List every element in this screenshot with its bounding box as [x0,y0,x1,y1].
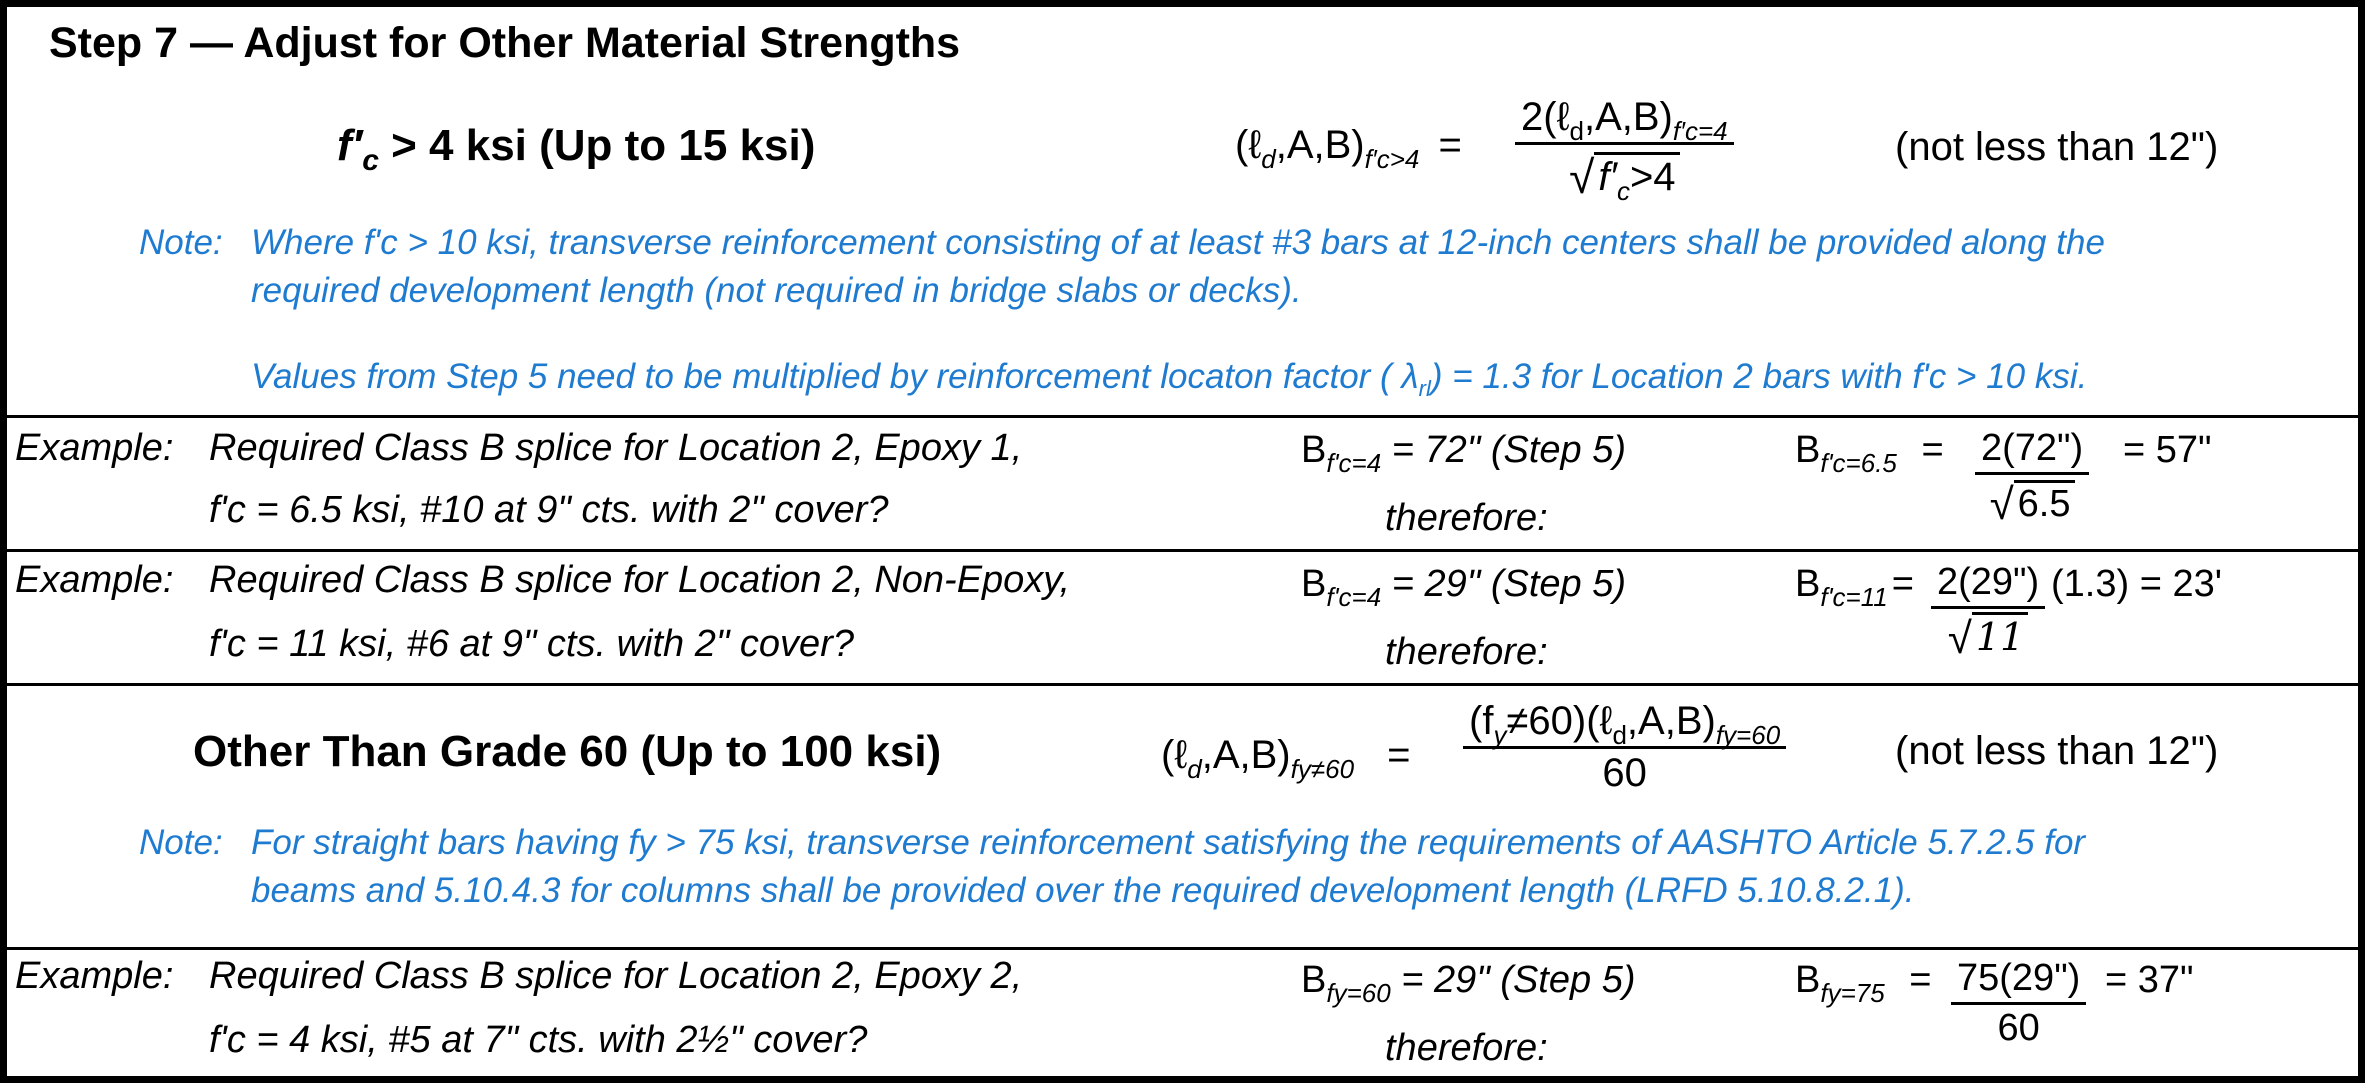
example3-result-fraction: $\frac{75(29")}{60}$ [1951,957,2086,1050]
example2-given: $B_{f'c=4} = 29$" (Step 5) [1301,563,1626,612]
fc-note-label: Note: [139,223,223,262]
example2-result-lhs: $B_{f'c=11}$ = [1795,563,1914,612]
grade-note-line1: For straight bars having fy > 75 ksi, transverse reinforcement satisfying the requirements of AASHTO Article 5.7.2.5 for [251,823,2086,862]
grade-heading: Other Than Grade 60 (Up to 100 ksi) [193,727,942,776]
example3-result-lhs: $B_{fy=75}$ = [1795,959,1932,1008]
fc-equation-minimum-note: (not less than 12") [1895,125,2219,169]
grade-note-line2: beams and 5.10.4.3 for columns shall be provided over the required development length (LRFD 5.10.8.2.1). [251,871,1915,910]
grade-equation-lhs: $(\ell_d,A,B)_{fy\ne 60}$ = [1161,733,1411,784]
grade-equation-minimum-note: (not less than 12") [1895,729,2219,773]
fc-note-line2: required development length (not required in bridge slabs or decks). [251,271,1302,310]
example3-line2: f'c = 4 ksi, #5 at 7" cts. with 2½" cover? [209,1019,868,1061]
example3-given: $B_{fy=60} = 29$" (Step 5) [1301,959,1636,1008]
example1-line2: f'c = 6.5 ksi, #10 at 9" cts. with 2" cover? [209,489,889,531]
divider-1 [7,415,2358,418]
grade-note-label: Note: [139,823,223,862]
fc-equation-lhs: $(\ell_d,A,B)_{f'c>4}$ = [1235,123,1462,174]
example2-result-fraction: $\frac{2(29")}{√ 11}$ [1931,561,2045,661]
example3-result-value: = 37" [2105,959,2194,1001]
example2-therefore: therefore: [1385,631,1548,673]
example1-given: $B_{f'c=4} = 72$" (Step 5) [1301,429,1626,478]
fc-heading: $f'_c > 4$ ksi (Up to 15 ksi) [337,121,816,177]
example2-line1: Required Class B splice for Location 2, Non-Epoxy, [209,559,1071,601]
grade-equation-fraction: $(f_y\ne 60)(\ell_d,A,B)_{fy=60}$ 60 [1463,699,1786,796]
example1-result-value: = 57" [2123,429,2212,471]
example3-line1: Required Class B splice for Location 2, Epoxy 2, [209,955,1023,997]
example1-therefore: therefore: [1385,497,1548,539]
example1-result-fraction: $\frac{2(72")}{√ 6.5}$ [1975,427,2089,527]
fc-equation-fraction: $2(\ell_d,A,B)_{f'c=4}$ √ $f'_c>4$ [1515,95,1734,201]
divider-4 [7,947,2358,950]
example2-result-factor: (1.3) = 23' [2051,563,2222,605]
divider-2 [7,549,2358,552]
example1-result-lhs: $B_{f'c=6.5}$ = [1795,429,1944,478]
example1-line1: Required Class B splice for Location 2, Epoxy 1, [209,427,1023,469]
example3-therefore: therefore: [1385,1027,1548,1069]
fc-note-line1: Where f'c > 10 ksi, transverse reinforcement consisting of at least #3 bars at 12-inch centers shall be provided along the [251,223,2105,262]
example1-label: Example: [15,427,174,469]
divider-3 [7,683,2358,686]
example3-label: Example: [15,955,174,997]
example2-label: Example: [15,559,174,601]
example2-line2: f'c = 11 ksi, #6 at 9" cts. with 2" cover? [209,623,854,665]
fc-note-line3: Values from Step 5 need to be multiplied by reinforcement locaton factor ( $\lambda_{rl}) = 1.3$ for Location 2 bars with f'c > 10 ksi. [251,357,2088,401]
page-title: Step 7 — Adjust for Other Material Strengths [49,19,961,67]
